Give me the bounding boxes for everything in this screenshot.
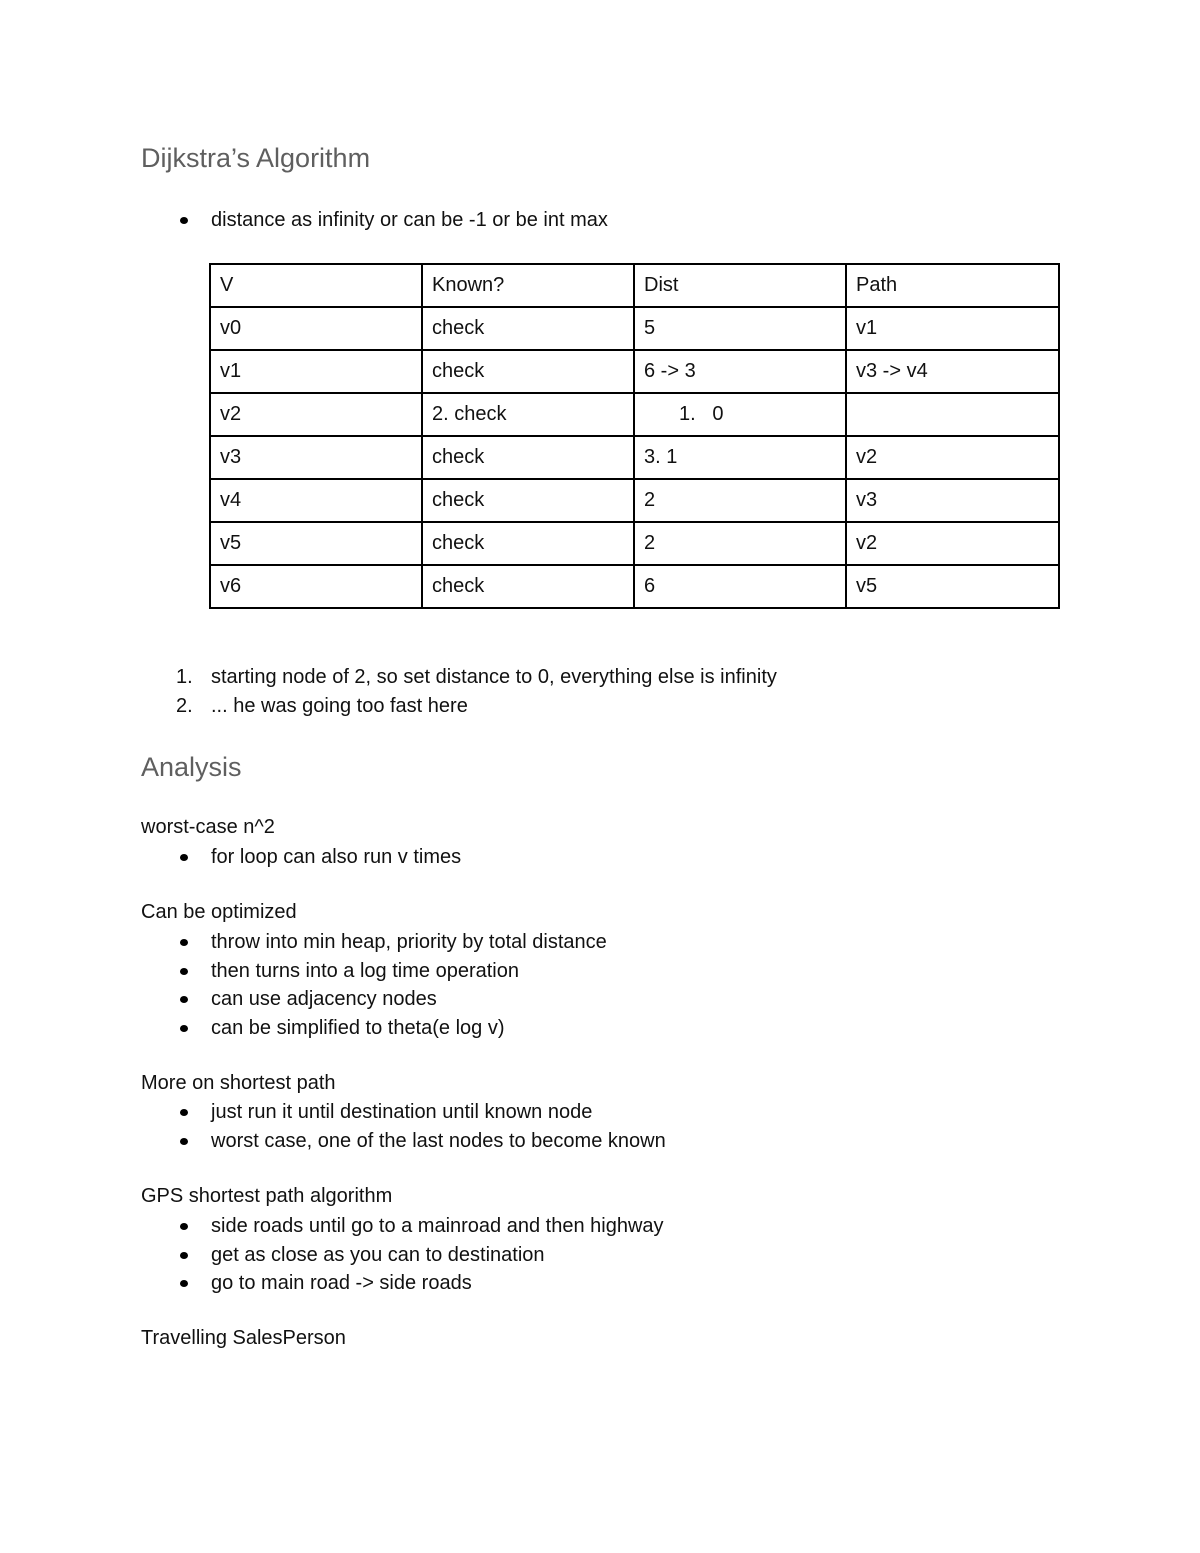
list-item: side roads until go to a mainroad and then highway — [178, 1212, 664, 1241]
table-cell: check — [422, 307, 634, 350]
table-row — [210, 565, 1059, 608]
table-row — [210, 350, 1059, 393]
table-row — [210, 307, 1059, 350]
table-cell: v4 — [210, 479, 422, 522]
table-cell: v6 — [210, 565, 422, 608]
table-cell: v3 — [210, 436, 422, 479]
table-cell: 1. 0 — [634, 393, 846, 436]
table-cell: check — [422, 565, 634, 608]
optimized-bullets — [178, 928, 607, 1042]
table-cell: check — [422, 522, 634, 565]
table-cell: v2 — [846, 522, 1059, 565]
list-item: can use adjacency nodes — [178, 985, 607, 1014]
table-row — [210, 479, 1059, 522]
list-item: go to main road -> side roads — [178, 1269, 664, 1298]
table-cell: check — [422, 436, 634, 479]
table-row — [210, 436, 1059, 479]
table-cell: 2 — [634, 479, 846, 522]
table-cell: v5 — [210, 522, 422, 565]
header-cell-dist: Dist — [634, 264, 846, 307]
list-item: get as close as you can to destination — [178, 1241, 664, 1270]
list-number: 2. — [176, 694, 193, 717]
list-item — [176, 663, 777, 692]
table-row — [210, 522, 1059, 565]
gps-label: GPS shortest path algorithm — [141, 1185, 393, 1207]
table-cell: v2 — [210, 393, 422, 436]
dijkstra-table — [209, 263, 1060, 609]
table-cell: 5 — [634, 307, 846, 350]
optimized-label: Can be optimized — [141, 901, 297, 923]
header-cell-v: V — [210, 264, 422, 307]
table-cell: check — [422, 350, 634, 393]
header-cell-known: Known? — [422, 264, 634, 307]
list-item: worst case, one of the last nodes to become known — [178, 1127, 666, 1156]
steps-list — [176, 663, 777, 720]
table-cell: 3. 1 — [634, 436, 846, 479]
list-item — [176, 692, 777, 721]
heading-analysis: Analysis — [141, 752, 242, 782]
table-cell: 6 — [634, 565, 846, 608]
list-text: starting node of 2, so set distance to 0, everything else is infinity — [211, 666, 777, 688]
tsp-label: Travelling SalesPerson — [141, 1327, 346, 1349]
list-number: 1. — [176, 666, 193, 688]
worst-case-bullets — [178, 843, 461, 872]
list-item: just run it until destination until known node — [178, 1098, 666, 1127]
heading-dijkstra: Dijkstra’s Algorithm — [141, 143, 371, 173]
list-item: can be simplified to theta(e log v) — [178, 1014, 607, 1043]
table-row — [210, 393, 1059, 436]
list-item: for loop can also run v times — [178, 843, 461, 872]
table-cell: check — [422, 479, 634, 522]
gps-bullets — [178, 1212, 664, 1298]
header-cell-path: Path — [846, 264, 1059, 307]
table-cell: 6 -> 3 — [634, 350, 846, 393]
table-cell: v2 — [846, 436, 1059, 479]
table-cell: v3 -> v4 — [846, 350, 1059, 393]
table-cell: 2. check — [422, 393, 634, 436]
table-cell: 2 — [634, 522, 846, 565]
shortest-path-bullets — [178, 1098, 666, 1155]
dijkstra-bullets — [178, 206, 608, 235]
table-cell: v3 — [846, 479, 1059, 522]
table-cell: v1 — [210, 350, 422, 393]
table-cell: v0 — [210, 307, 422, 350]
list-item: distance as infinity or can be -1 or be int max — [178, 206, 608, 235]
list-item: throw into min heap, priority by total distance — [178, 928, 607, 957]
table-cell: v1 — [846, 307, 1059, 350]
table-cell — [846, 393, 1059, 436]
worst-case-label: worst-case n^2 — [141, 816, 275, 838]
list-item: then turns into a log time operation — [178, 957, 607, 986]
shortest-path-label: More on shortest path — [141, 1072, 336, 1094]
table-header-row — [210, 264, 1059, 307]
table-cell: v5 — [846, 565, 1059, 608]
list-text: ... he was going too fast here — [211, 694, 468, 717]
